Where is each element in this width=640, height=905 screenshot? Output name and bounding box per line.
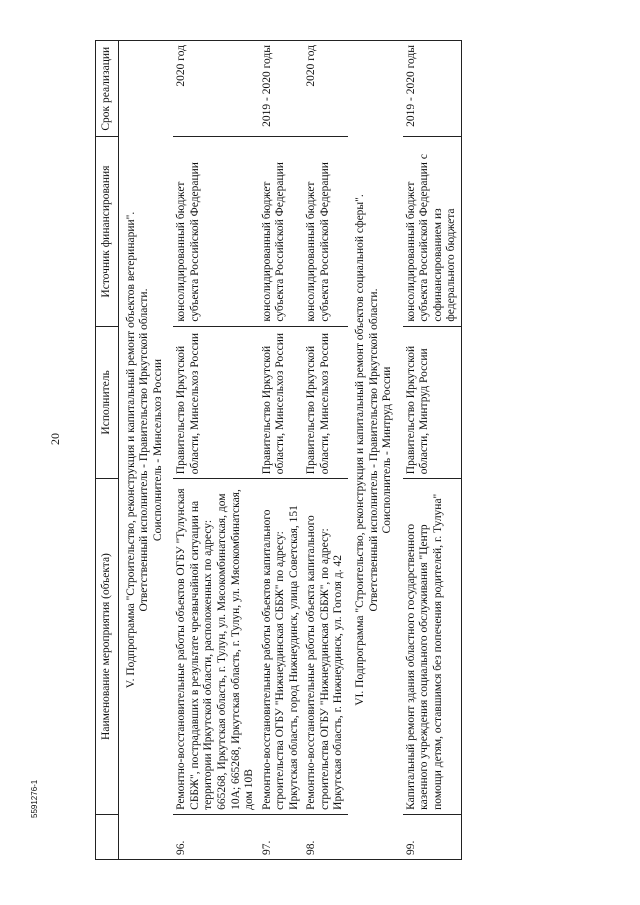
section-coexecutor: Соисполнитель - Минтруд России <box>381 366 394 534</box>
row-executor: Правительство Иркутской области, Минсельхоз России <box>259 326 304 479</box>
header-number <box>96 814 119 859</box>
row-executor: Правительство Иркутской области, Минтруд России <box>403 326 462 479</box>
section-responsible: Ответственный исполнитель - Правительство Иркутской области. <box>367 288 380 612</box>
row-number: 97. <box>259 814 304 859</box>
measures-table <box>95 40 462 860</box>
row-term: 2019 - 2020 годы <box>403 41 462 137</box>
row-source: консолидированный бюджет субъекта Российской Федерации <box>259 137 304 326</box>
row-source: консолидированный бюджет субъекта Российской Федерации с софинансированием из федерального бюджета <box>403 137 462 326</box>
row-source: консолидированный бюджет субъекта Российской Федерации <box>173 137 258 326</box>
section-coexecutor: Соисполнитель - Минсельхоз России <box>151 358 164 542</box>
row-number: 96. <box>173 814 258 859</box>
rotated-sheet <box>95 40 535 860</box>
table-row <box>259 41 304 860</box>
row-term: 2019 - 2020 годы <box>259 41 304 137</box>
header-name: Наименование мероприятия (объекта) <box>96 479 119 815</box>
section-responsible: Ответственный исполнитель - Правительство Иркутской области. <box>138 288 151 612</box>
header-term: Срок реализации <box>96 41 119 137</box>
table-row <box>173 41 258 860</box>
row-name: Ремонтно-восстановительные работы объекта капитального строительства ОГБУ "Нижнеудинская СББЖ", по адресу: Иркутская область, г. Нижнеудинск, ул. Гоголя д. 42 <box>303 479 348 815</box>
section-title: V. Подпрограмма "Строительство, реконструкция и капитальный ремонт объектов ветеринарии". <box>124 211 137 689</box>
section-heading <box>118 41 173 860</box>
section-title: VI. Подпрограмма "Строительство, реконструкция и капитальный ремонт объектов социальной сферы". <box>354 194 366 706</box>
row-executor: Правительство Иркутской области, Минсельхоз России <box>303 326 348 479</box>
table-row <box>403 41 462 860</box>
header-executor: Исполнитель <box>96 326 119 479</box>
row-number: 99. <box>403 814 462 859</box>
row-source: консолидированный бюджет субъекта Российской Федерации <box>303 137 348 326</box>
row-name: Ремонтно-восстановительные работы объектов ОГБУ "Тулунская СББЖ", пострадавших в результате чрезвычайной ситуации на территории Иркутской области, расположенных по адресу: 665268, Иркутская область, г. Тулун, ул. Мясокомбинатская, дом 10А; 665268, Иркутская область, г. Тулун, ул. Мясокомбинатская, дом 10В <box>173 479 258 815</box>
table-row <box>303 41 348 860</box>
row-number: 98. <box>303 814 348 859</box>
section-heading <box>348 41 403 860</box>
header-row <box>96 41 119 860</box>
row-executor: Правительство Иркутской области, Минсельхоз России <box>173 326 258 479</box>
row-name: Капитальный ремонт здания областного государственного казенного учреждения социального обслуживания "Центр помощи детям, оставшимся без попечения родителей, г. Тулуна" <box>403 479 462 815</box>
row-term: 2020 год <box>303 41 348 137</box>
header-source: Источник финансирования <box>96 137 119 326</box>
page-number: 20 <box>48 433 62 445</box>
document-id: 5591276-1 <box>30 779 39 818</box>
row-name: Ремонтно-восстановительные работы объектов капитального строительства ОГБУ "Нижнеудинская СББЖ" по адресу: Иркутская область, город Нижнеудинск, улица Советская, 151 <box>259 479 304 815</box>
row-term: 2020 год <box>173 41 258 137</box>
